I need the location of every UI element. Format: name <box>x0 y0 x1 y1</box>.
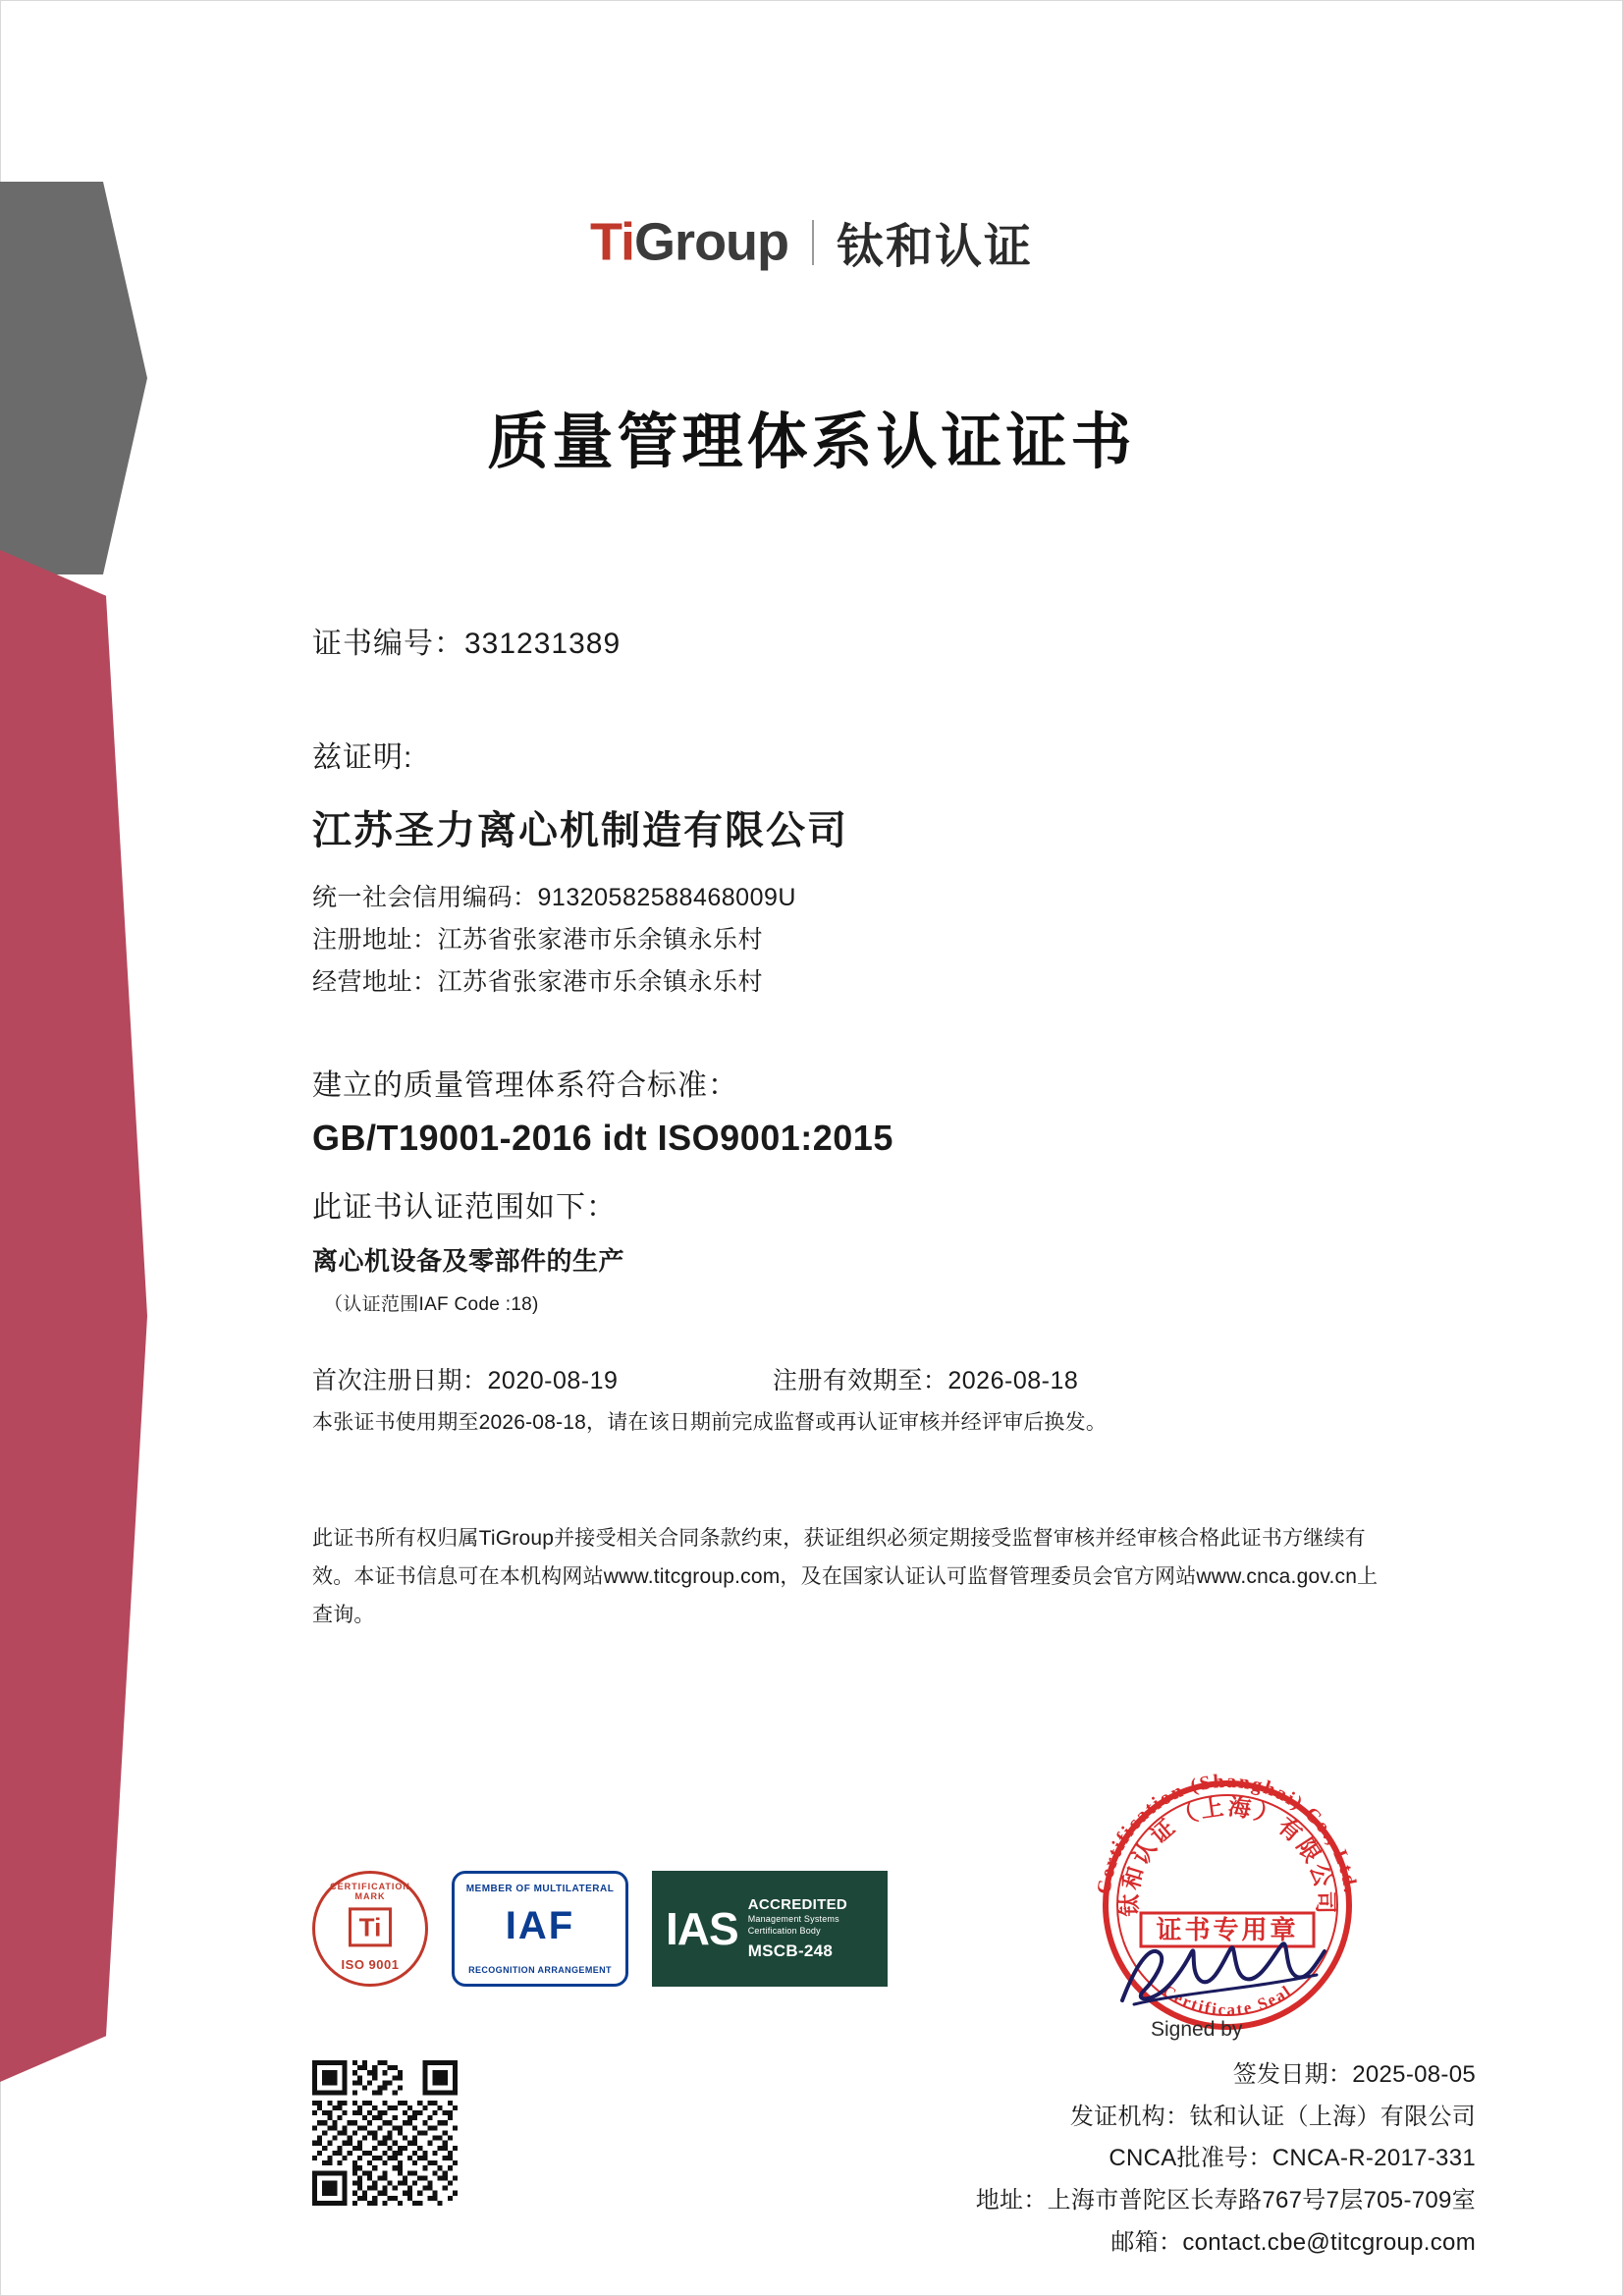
ias-mark-center-text: IAS <box>666 1903 738 1954</box>
business-address-line <box>312 961 1412 1004</box>
seal-bottom-text-en: Certificate Seal <box>1159 1981 1296 2020</box>
certificate-body <box>312 619 1412 1635</box>
email-value: contact.cbe@titcgroup.com <box>1182 2228 1476 2256</box>
decorative-red-ribbon <box>0 550 147 2082</box>
address-label: 地址： <box>975 2187 1048 2214</box>
signed-by-label: Signed by <box>1151 2018 1243 2041</box>
brand-logo-ti: Ti <box>590 212 635 272</box>
iaf-mark-bottom-text: RECOGNITION ARRANGEMENT <box>468 1965 612 1975</box>
issuer-info <box>976 2054 1476 2265</box>
ti-mark-bottom-text: ISO 9001 <box>341 1957 400 1972</box>
registered-address-label: 注册地址： <box>312 926 438 954</box>
certificate-number-value: 331231389 <box>464 628 622 660</box>
business-address-value: 江苏省张家港市乐余镇永乐村 <box>437 968 764 996</box>
page-title: 质量管理体系认证证书 <box>487 409 1136 476</box>
credit-code-line <box>312 877 1412 919</box>
brand-logo <box>0 208 1623 276</box>
dates-row <box>312 1361 1412 1396</box>
hereby-label: 兹证明: <box>312 741 413 774</box>
qr-code[interactable] <box>312 2060 458 2206</box>
cnca-line <box>976 2138 1476 2180</box>
valid-until-date: 2026-08-18 <box>947 1367 1079 1394</box>
address-value: 上海市普陀区长寿路767号7层705-709室 <box>1047 2187 1476 2214</box>
email-line <box>976 2222 1476 2265</box>
ias-mark-icon <box>652 1871 888 1987</box>
scope-intro: 此证书认证范围如下： <box>312 1191 617 1224</box>
iaf-mark-center-text: IAF <box>505 1903 575 1947</box>
ias-mark-sub-line1: Management Systems <box>747 1913 839 1924</box>
valid-until-label: 注册有效期至： <box>772 1367 948 1394</box>
first-registration-date: 2020-08-19 <box>487 1367 619 1394</box>
validity-note: 本张证书使用期至2026-08-18，请在该日期前完成监督或再认证审核并经评审后换发。 <box>312 1411 1108 1434</box>
issue-date-value: 2025-08-05 <box>1352 2061 1476 2088</box>
seal-outer-text-en: Certification (Shanghai) Co., Ltd. <box>1093 1770 1362 1896</box>
standard-code: GB/T19001-2016 idt ISO9001:2015 <box>312 1118 893 1158</box>
accreditation-marks <box>312 1871 888 1987</box>
brand-logo-divider <box>812 220 814 265</box>
company-name: 江苏圣力离心机制造有限公司 <box>312 809 848 852</box>
qr-code-icon <box>312 2060 458 2206</box>
registered-address-line <box>312 919 1412 961</box>
issuer-line <box>976 2097 1476 2139</box>
ias-mark-details <box>748 1896 847 1961</box>
valid-until-group <box>773 1361 1078 1396</box>
address-line <box>976 2180 1476 2222</box>
ti-certification-mark-icon <box>312 1871 428 1987</box>
seal-inner-text-cn: 钛和认证（上海）有限公司 <box>1116 1794 1338 1917</box>
credit-code-value: 91320582588468009U <box>537 884 796 911</box>
certificate-number-label: 证书编号： <box>312 628 464 660</box>
brand-logo-group: Group <box>634 212 789 272</box>
legal-text: 此证书所有权归属TiGroup并接受相关合同条款约束，获证组织必须定期接受监督审核并经审核合格此证书方继续有效。本证书信息可在本机构网站www.titcgroup.com，及在国家认证认可监督管理委员会官方网站www.cnca.gov.cn上查询。 <box>312 1527 1379 1626</box>
issue-date-line <box>976 2054 1476 2097</box>
credit-code-label: 统一社会信用编码： <box>312 884 538 911</box>
iaf-mark-top-text: MEMBER OF MULTILATERAL <box>465 1884 615 1894</box>
scope-iaf-code: （认证范围IAF Code :18) <box>324 1294 539 1315</box>
registered-address-value: 江苏省张家港市乐余镇永乐村 <box>437 926 764 954</box>
certificate-number-line <box>312 619 1412 662</box>
ias-mark-sub-line2: Certification Body <box>747 1926 821 1936</box>
first-registration-label: 首次注册日期： <box>312 1367 488 1394</box>
business-address-label: 经营地址： <box>312 968 438 996</box>
ti-mark-top-text: CERTIFICATION MARK <box>330 1882 410 1901</box>
brand-logo-chinese: 钛和认证 <box>836 221 1033 273</box>
ti-mark-center-text: Ti <box>349 1907 392 1946</box>
issuer-value: 钛和认证（上海）有限公司 <box>1189 2103 1476 2130</box>
cnca-value: CNCA-R-2017-331 <box>1271 2145 1476 2172</box>
seal-banner-cn: 证书专用章 <box>1156 1916 1299 1945</box>
ias-mark-code: MSCB-248 <box>747 1941 834 1961</box>
email-label: 邮箱： <box>1110 2228 1183 2256</box>
issue-date-label: 签发日期： <box>1232 2061 1353 2088</box>
scope-text: 离心机设备及零部件的生产 <box>312 1246 625 1276</box>
ias-mark-accredited-text: ACCREDITED <box>747 1895 848 1913</box>
signature-icon <box>1114 1920 1350 2028</box>
cnca-label: CNCA批准号： <box>1109 2145 1272 2172</box>
signature-image <box>1114 1920 1350 2028</box>
issuer-label: 发证机构： <box>1069 2103 1190 2130</box>
iaf-mark-icon <box>452 1871 628 1987</box>
standard-intro: 建立的质量管理体系符合标准： <box>312 1069 738 1102</box>
